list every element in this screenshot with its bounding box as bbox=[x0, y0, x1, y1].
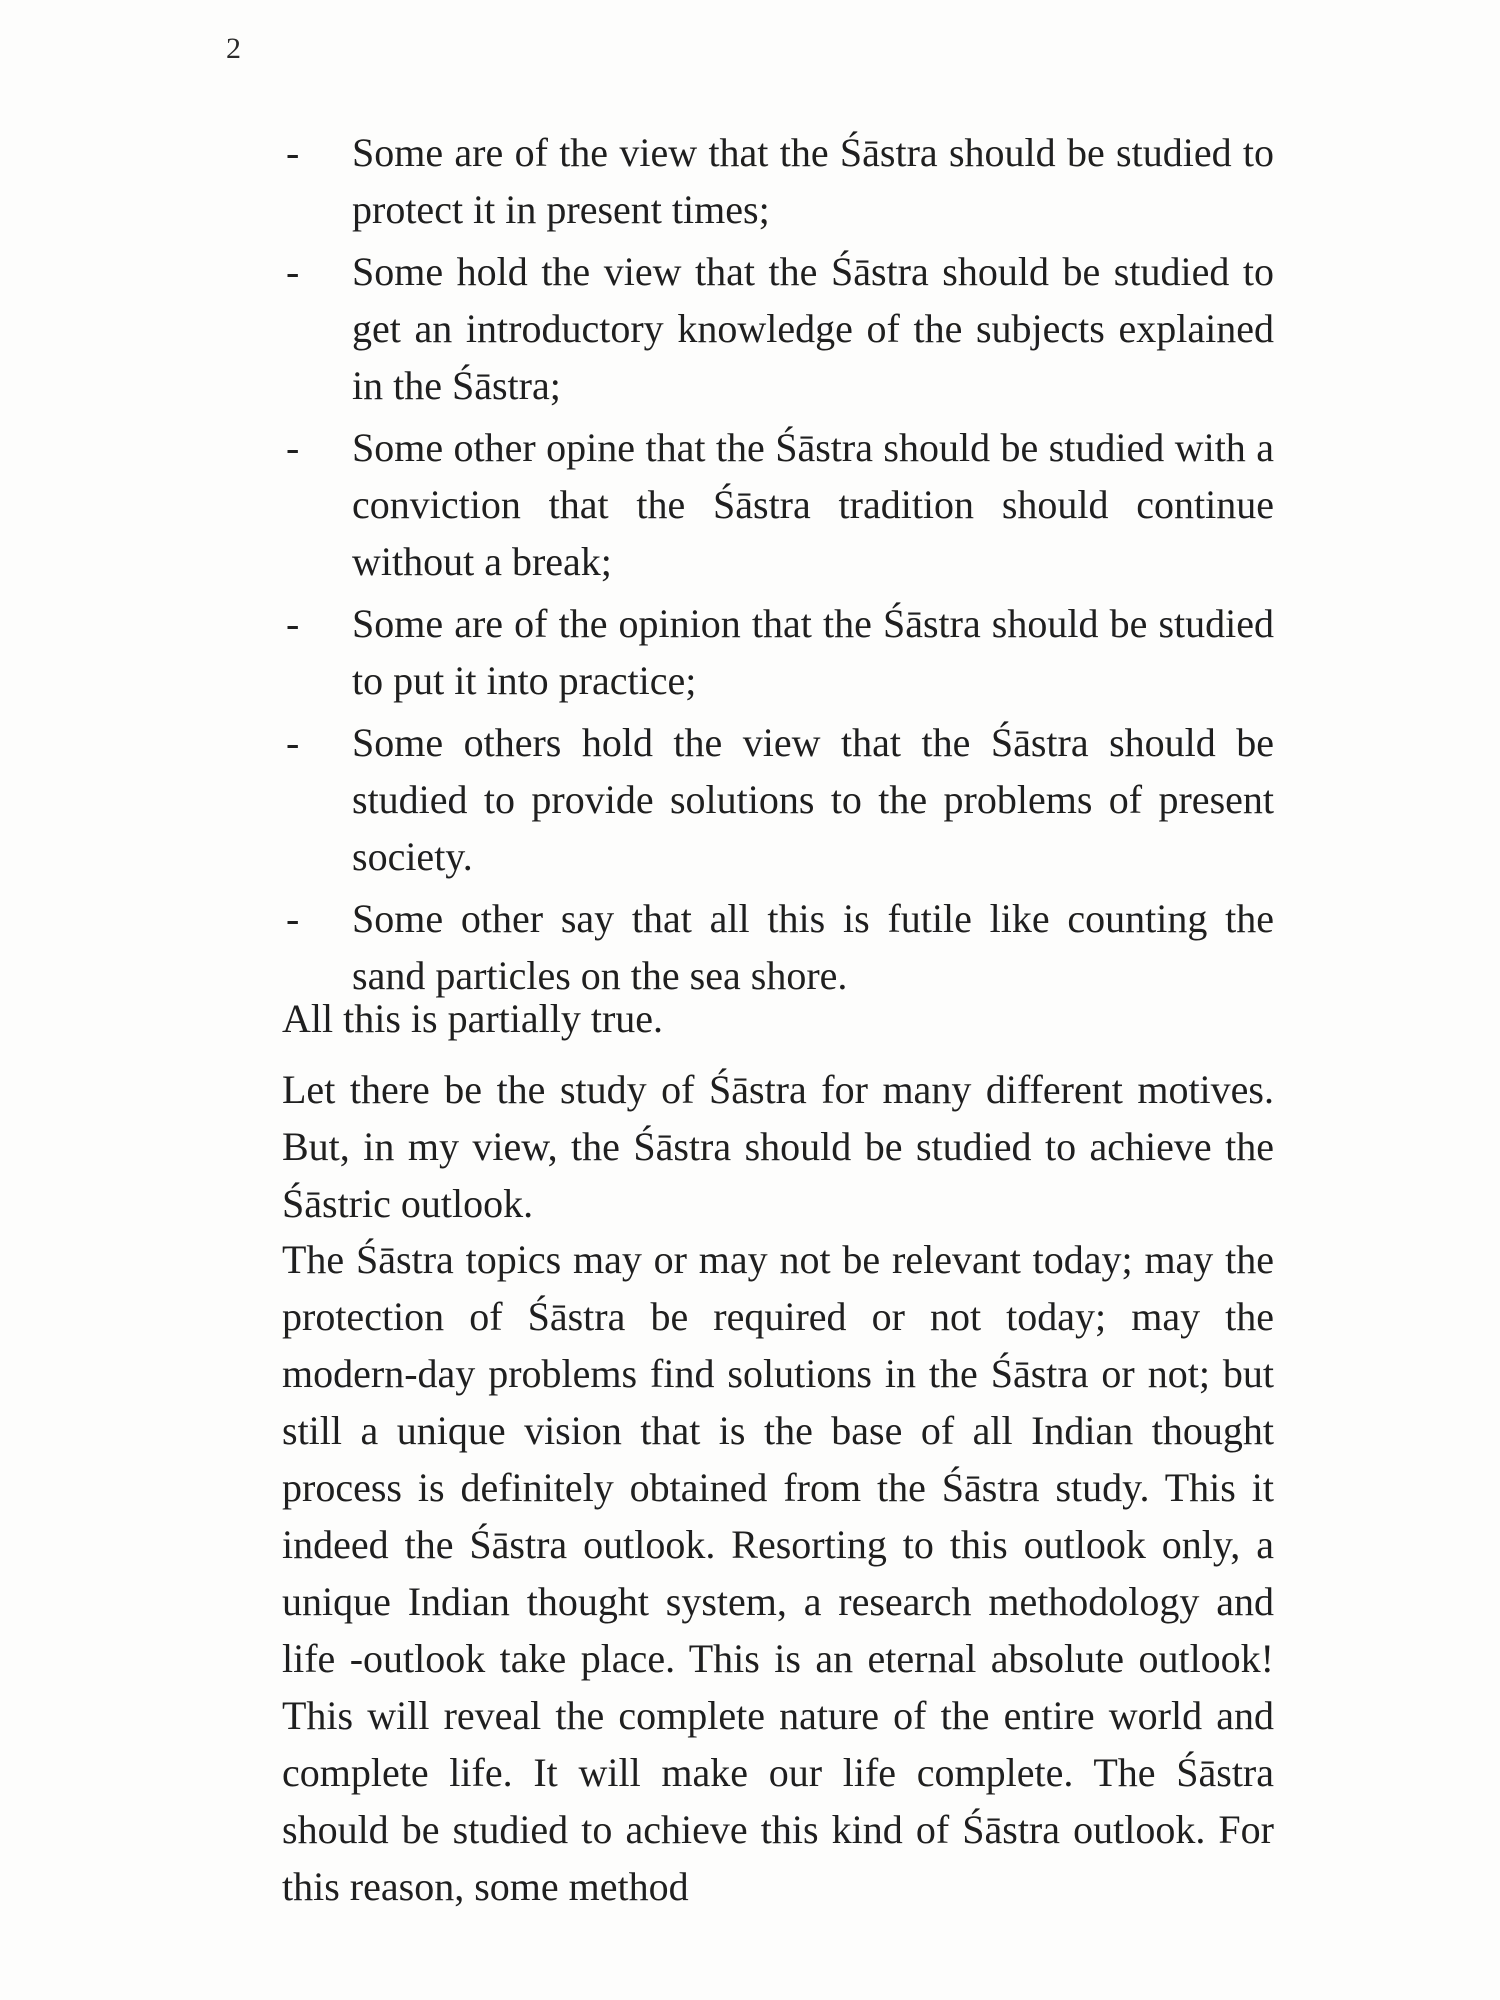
list-item bbox=[0, 419, 1500, 590]
list-item bbox=[0, 124, 1500, 238]
list-item-text: Some other opine that the Śāstra should be studied with a conviction that the Śāstra tradition should continue without a break; bbox=[352, 425, 1274, 584]
list-dash: - bbox=[286, 130, 300, 175]
list-item-text: Some hold the view that the Śāstra should be studied to get an introductory knowledge of the subjects explained in the Śāstra; bbox=[352, 249, 1274, 408]
list-dash: - bbox=[286, 249, 300, 294]
list-item bbox=[0, 890, 1500, 1004]
list-item-text: Some are of the view that the Śāstra should be studied to protect it in present times; bbox=[352, 130, 1274, 232]
list-dash: - bbox=[286, 425, 300, 470]
body-paragraph: The Śāstra topics may or may not be relevant today; may the protection of Śāstra be required or not today; may the modern-day problems find solutions in the Śāstra or not; but still a unique vision that is the base of all Indian thought process is definitely obtained from the Śāstra study. This it indeed the Śāstra outlook. Resorting to this outlook only, a unique Indian thought system, a research methodology and life -outlook take place. This is an eternal absolute outlook! This will reveal the complete nature of the entire world and complete life. It will make our life complete. The Śāstra should be studied to achieve this kind of Śāstra outlook. For this reason, some method bbox=[282, 1237, 1274, 1909]
list-item-text: Some others hold the view that the Śāstra should be studied to provide solutions to the problems of present society. bbox=[352, 720, 1274, 879]
list-dash: - bbox=[286, 601, 300, 646]
view-list bbox=[0, 124, 1500, 1009]
list-dash: - bbox=[286, 896, 300, 941]
list-item-text: Some are of the opinion that the Śāstra should be studied to put it into practice; bbox=[352, 601, 1274, 703]
list-item bbox=[0, 714, 1500, 885]
list-item bbox=[0, 595, 1500, 709]
list-item-text: Some other say that all this is futile like counting the sand particles on the sea shore. bbox=[352, 896, 1274, 998]
page-number: 2 bbox=[226, 32, 241, 65]
body-paragraph: Let there be the study of Śāstra for many different motives. But, in my view, the Śāstra should be studied to achieve the Śāstric outlook. bbox=[282, 1067, 1274, 1226]
body-paragraph: All this is partially true. bbox=[282, 996, 664, 1041]
list-item bbox=[0, 243, 1500, 414]
list-dash: - bbox=[286, 720, 300, 765]
